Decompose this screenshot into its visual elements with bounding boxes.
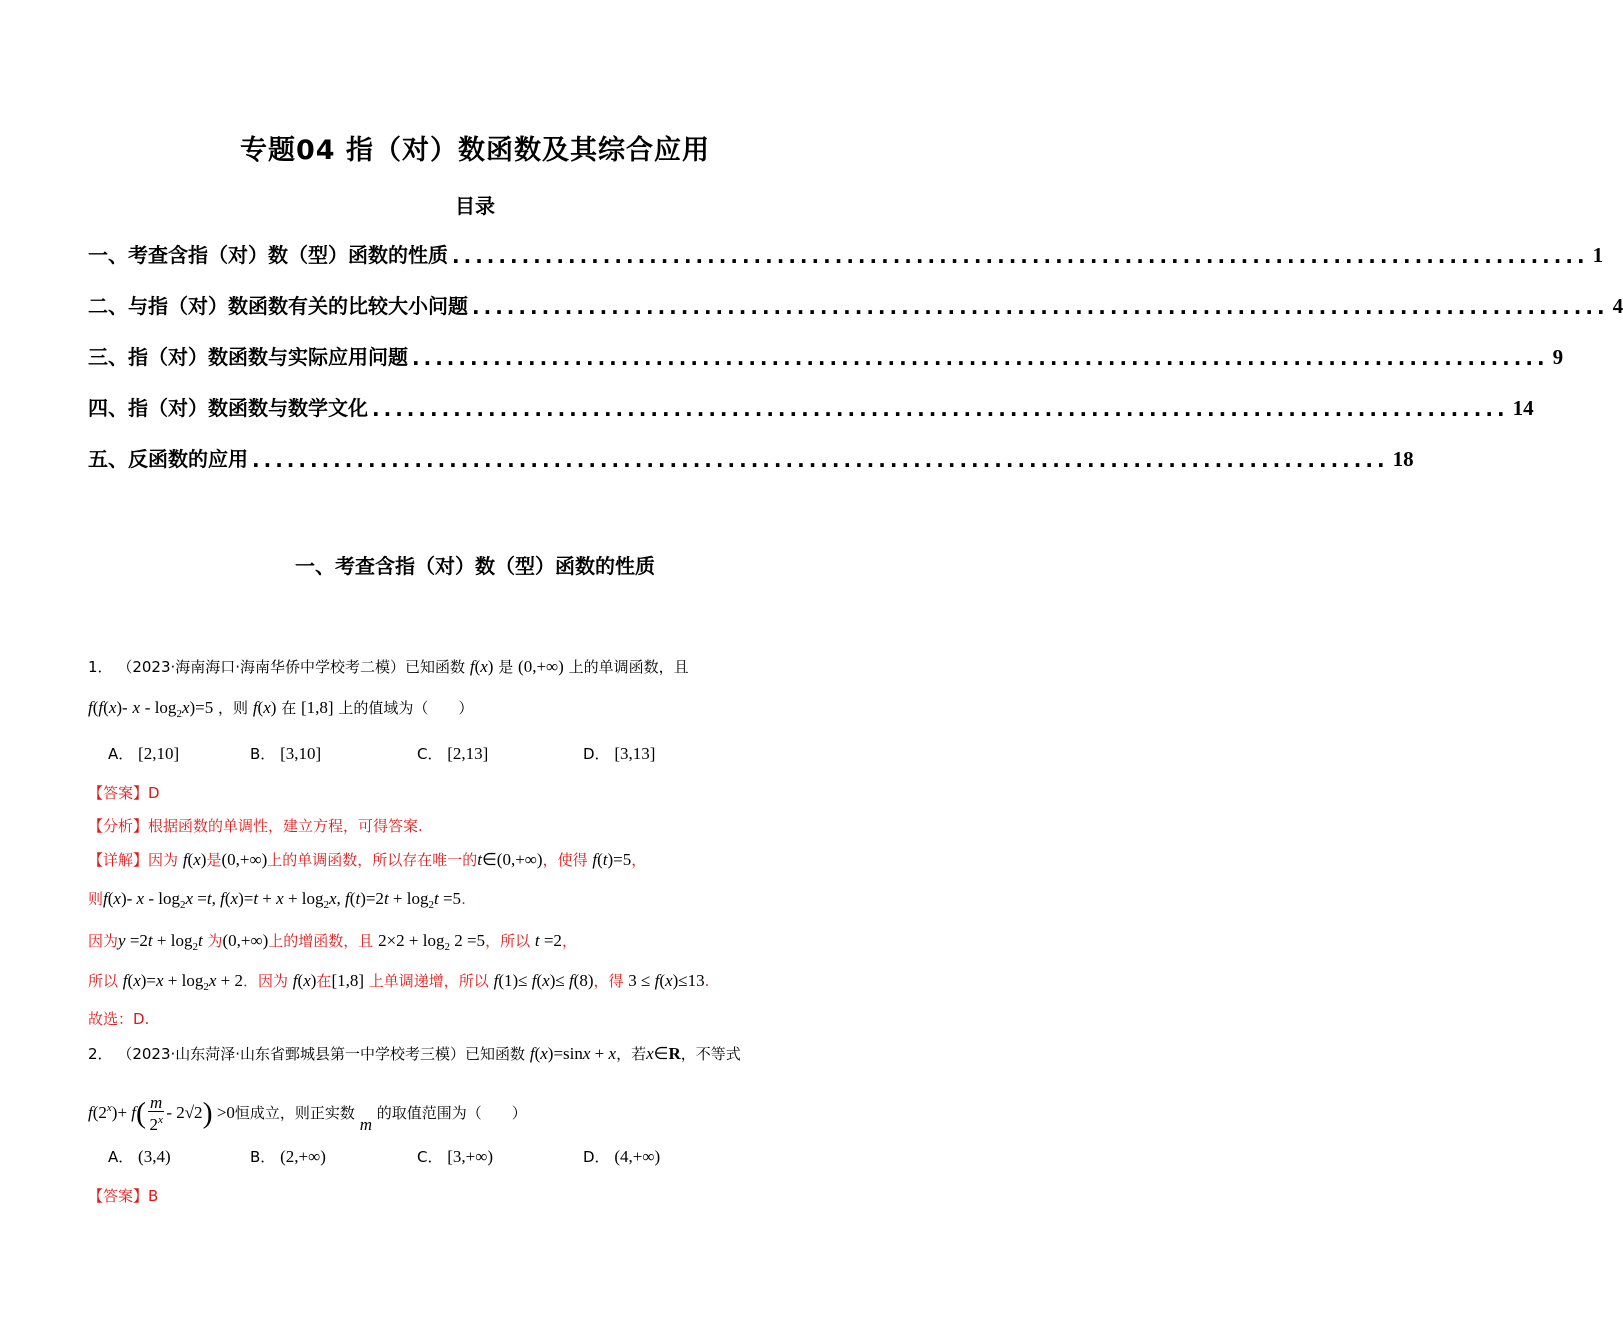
toc-item-page: 1	[1592, 243, 1604, 267]
q1-text-mono: 上的单调函数，且	[568, 658, 689, 676]
q2-text: ，若	[616, 1045, 647, 1063]
math: (0,+∞)	[221, 850, 268, 869]
toc-item-label: 五、反函数的应用	[88, 447, 248, 471]
toc-item-label: 四、指（对）数函数与数学文化	[88, 396, 368, 420]
detail-text: 上的增函数，且	[268, 932, 374, 950]
option-label: B．	[250, 1148, 276, 1166]
detail-text: 上单调递增，所以	[368, 972, 489, 990]
math: f(x)	[292, 971, 317, 990]
q2-text: 恒成立，则正实数	[234, 1104, 355, 1122]
toc-leader: ..................................................................................................	[452, 244, 1589, 268]
math: x	[108, 698, 117, 717]
math: f	[182, 850, 188, 869]
math: (	[136, 1096, 147, 1130]
option-label: D．	[583, 1148, 610, 1166]
math: )	[270, 698, 277, 717]
math: f	[98, 698, 104, 717]
q1-detail-line4: 所以 $f(x)=x + \log_2x + 2$．因为 f(x)在[1,8] 上单调递增，所以 f(1)≤ f(x)≤ f(8)，得 3 ≤ f(x)≤13.	[88, 971, 710, 993]
math: - 2√2	[166, 1103, 203, 1122]
answer-value: B	[148, 1187, 159, 1205]
math: )-	[116, 698, 128, 717]
math: f(x)- $x - \log_2x =t$, $f(x)=t + x + \log_2x$, $f(t)=2t + \log_2t =5$	[103, 889, 462, 911]
option-label: C．	[417, 1148, 443, 1166]
math: $y =2t + \log_2t$	[118, 931, 203, 953]
math: $2\times 2 + \log_2 2 =5$	[378, 931, 486, 953]
toc-heading: 目录	[455, 194, 495, 218]
option-value: (3,4)	[138, 1147, 171, 1166]
math: f	[252, 698, 258, 717]
q1-number: 1．	[88, 658, 113, 676]
q2-answer	[88, 1185, 158, 1207]
q2-option-b[interactable]	[250, 1146, 326, 1167]
option-value: [3,10]	[280, 744, 322, 763]
toc-item[interactable]	[88, 289, 1623, 319]
q1-text-on: 在	[281, 699, 297, 717]
math: )=5	[189, 698, 214, 717]
detail-text: 因为	[88, 932, 119, 950]
toc-item-page: 18	[1392, 447, 1414, 471]
math: f	[592, 850, 598, 869]
math: (	[103, 698, 109, 717]
detail-text: ，所以	[485, 932, 531, 950]
q1-option-a[interactable]	[108, 743, 179, 764]
option-value: (4,+∞)	[614, 1147, 661, 1166]
option-label: C．	[417, 745, 443, 763]
math-fraction: $\frac{m}{2^x}$	[149, 1092, 163, 1134]
math: (	[187, 850, 194, 869]
math: ∈(0,+∞)	[481, 850, 543, 869]
option-value: [3,13]	[614, 744, 656, 763]
math: )	[200, 850, 207, 869]
math: >0	[212, 1103, 235, 1122]
math: t	[602, 850, 608, 869]
answer-tag: 【答案】	[88, 1187, 149, 1205]
option-value: [2,13]	[447, 744, 489, 763]
math: [1,8]	[331, 971, 365, 990]
q2-option-d[interactable]	[583, 1146, 660, 1167]
option-label: B．	[250, 745, 276, 763]
math: x	[480, 657, 488, 676]
detail-text: 在	[316, 972, 332, 990]
q1-stem-line1	[88, 656, 689, 678]
section-heading: 一、考查含指（对）数（型）函数的性质	[295, 554, 655, 578]
toc-leader: ..................................................................................................	[472, 295, 1609, 319]
detail-text: 是	[206, 851, 222, 869]
math: )	[202, 1096, 213, 1130]
toc-item-label: 一、考查含指（对）数（型）函数的性质	[88, 243, 448, 267]
option-label: D．	[583, 745, 610, 763]
math: t	[477, 850, 482, 869]
detail-tag: 【详解】	[88, 851, 149, 869]
math: f	[469, 657, 475, 676]
q1-text-then: ，则	[218, 699, 249, 717]
math: 3 ≤ f(x)≤13	[628, 971, 705, 990]
toc-item-page: 4	[1612, 294, 1623, 318]
option-label: A．	[108, 745, 134, 763]
toc-leader: ..................................................................................................	[252, 448, 1389, 472]
detail-text: 上的单调函数，所以存在唯一的	[267, 851, 478, 869]
toc-leader: ..................................................................................................	[412, 346, 1549, 370]
math: $f(2^x)+ f$	[88, 1102, 137, 1122]
q1-option-c[interactable]	[417, 743, 488, 764]
option-value: (2,+∞)	[280, 1147, 326, 1166]
toc-item[interactable]	[88, 442, 1414, 472]
document-title: 专题04 指（对）数函数及其综合应用	[240, 135, 710, 166]
analysis-tag: 【分析】	[88, 817, 149, 835]
answer-value: D	[148, 784, 160, 802]
q1-stem-line2	[88, 697, 473, 725]
toc-item[interactable]	[88, 238, 1604, 268]
math: x	[132, 698, 141, 717]
q1-conclusion: 故选：D.	[88, 1010, 150, 1028]
toc-item-page: 14	[1512, 396, 1534, 420]
math: (	[597, 850, 603, 869]
math: $f(x)=x + \log_2x + 2$	[122, 971, 243, 993]
detail-text: ．因为	[243, 972, 289, 990]
q1-option-b[interactable]	[250, 743, 321, 764]
q2-text: ，不等式	[680, 1045, 741, 1063]
toc-item[interactable]	[88, 340, 1564, 370]
q1-text-range: 上的值域为（ ）	[338, 699, 474, 717]
math: x	[193, 850, 201, 869]
toc-leader: ..................................................................................................	[372, 397, 1509, 421]
toc-item-page: 9	[1552, 345, 1564, 369]
math: (0,+∞)	[222, 931, 269, 950]
q1-answer	[88, 782, 160, 804]
q1-detail-line1: 【详解】因为 f(x)是(0,+∞)上的单调函数，所以存在唯一的t∈(0,+∞)，使得 f(t)=5，	[88, 850, 647, 869]
math: )=5	[607, 850, 632, 869]
q2-option-a[interactable]	[108, 1146, 171, 1167]
math: (	[92, 698, 99, 717]
math: x	[181, 698, 190, 717]
option-value: [2,10]	[138, 744, 180, 763]
analysis-text: 根据函数的单调性，建立方程，可得答案.	[148, 817, 423, 835]
q1-detail-line2: 则f(x)- $x - \log_2x =t$, $f(x)=t + x + \log_2x$, $f(t)=2t + \log_2t =5$.	[88, 889, 466, 911]
q2-text: 的取值范围为（ ）	[376, 1104, 527, 1122]
math: f	[88, 698, 93, 717]
detail-text: ，使得	[542, 851, 588, 869]
detail-text: 因为	[148, 851, 179, 869]
q2-stem-line2	[88, 1090, 527, 1143]
math: (	[474, 657, 481, 676]
q1-detail-line3: 因为$y =2t + \log_2t$ 为(0,+∞)上的增函数，且 $2\times 2 + \log_2 2 =5$，所以 t =2，	[88, 931, 577, 953]
option-label: A．	[108, 1148, 134, 1166]
detail-text: 所以	[88, 972, 119, 990]
q1-source: （2023·海南海口·海南华侨中学校考二模）已知函数	[117, 658, 466, 676]
math: x∈R	[646, 1044, 681, 1063]
q2-stem-line1	[88, 1043, 741, 1065]
toc-item-label: 三、指（对）数函数与实际应用问题	[88, 345, 408, 369]
q2-option-c[interactable]	[417, 1146, 493, 1167]
math: (0,+∞)	[518, 657, 564, 676]
detail-text: ，得	[593, 972, 624, 990]
math: x	[263, 698, 271, 717]
math: - $\log_2$	[144, 698, 182, 720]
math: )	[487, 657, 494, 676]
q2-number: 2．	[88, 1045, 113, 1063]
answer-tag: 【答案】	[88, 784, 149, 802]
q2-source: （2023·山东菏泽·山东省鄄城县第一中学校考三模）已知函数	[117, 1045, 526, 1063]
q1-option-d[interactable]	[583, 743, 655, 764]
q1-analysis	[88, 815, 423, 837]
math-variable: m	[359, 1115, 372, 1134]
toc-item-label: 二、与指（对）数函数有关的比较大小问题	[88, 294, 468, 318]
math: (	[257, 698, 264, 717]
math: t =2	[534, 931, 562, 950]
math: [1,8]	[301, 698, 334, 717]
q1-text-is: 是	[498, 658, 514, 676]
detail-text: 则	[88, 890, 104, 908]
option-value: [3,+∞)	[447, 1147, 494, 1166]
math: f(x)=sinx + x	[529, 1044, 617, 1063]
detail-text: 为	[207, 932, 223, 950]
math: f(1)≤ f(x)≤ f(8)	[493, 971, 594, 990]
toc-item[interactable]	[88, 391, 1534, 421]
